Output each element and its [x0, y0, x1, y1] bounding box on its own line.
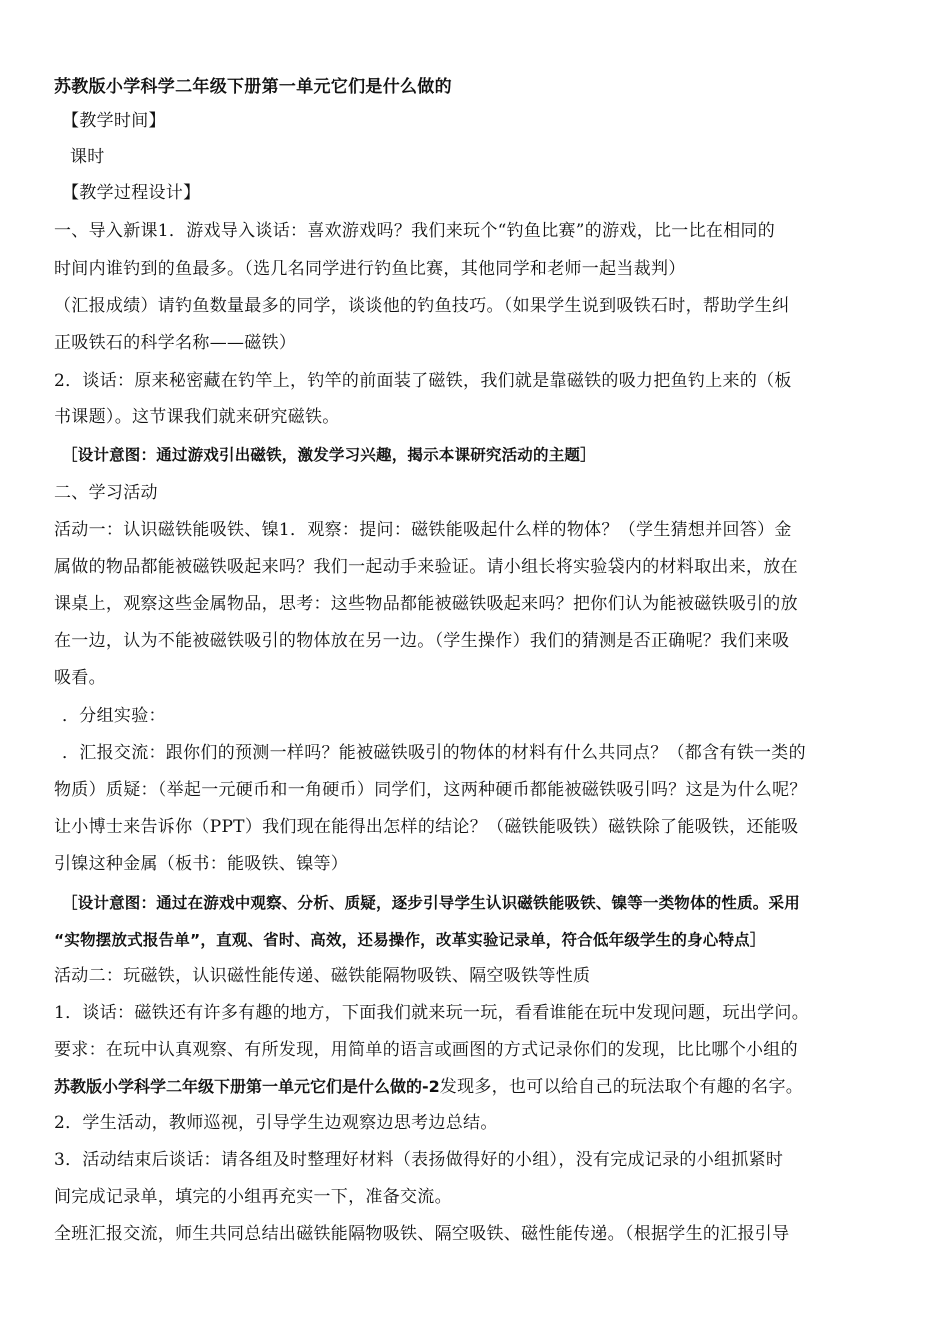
paragraph-line: （汇报成绩）请钓鱼数量最多的同学，谈谈他的钓鱼技巧。（如果学生说到吸铁石时，帮助学生纠 [54, 296, 790, 316]
activity-heading: 活动二：玩磁铁，认识磁性能传递、磁铁能隔物吸铁、隔空吸铁等性质 [54, 966, 591, 986]
paragraph-line: 全班汇报交流，师生共同总结出磁铁能隔物吸铁、隔空吸铁、磁性能传递。（根据学生的汇报引导 [54, 1224, 790, 1244]
paragraph-line: 间完成记录单，填完的小组再充实一下，准备交流。 [54, 1187, 452, 1207]
paragraph-line: 让小博士来告诉你（PPT）我们现在能得出怎样的结论？（磁铁能吸铁）磁铁除了能吸铁，还能吸 [54, 817, 799, 837]
document-title: 苏教版小学科学二年级下册第一单元它们是什么做的 [54, 77, 452, 97]
paragraph-line: 吸看。 [54, 668, 106, 688]
design-intent-note: ［设计意图：通过在游戏中观察、分析、质疑，逐步引导学生认识磁铁能吸铁、镍等一类物体的性质。采用 [62, 894, 800, 912]
paragraph-line [54, 1077, 803, 1097]
paragraph-line: 物质）质疑：（举起一元硬币和一角硬币）同学们，这两种硬币都能被磁铁吸引吗？这是为什么呢？ [54, 780, 807, 800]
design-intent-note: ［设计意图：通过游戏引出磁铁，激发学习兴趣，揭示本课研究活动的主题］ [62, 446, 596, 464]
paragraph-line: 引镍这种金属（板书：能吸铁、镍等） [54, 854, 349, 874]
paragraph-line: 正吸铁石的科学名称——磁铁） [54, 333, 297, 353]
paragraph-line: 2．谈话：原来秘密藏在钓竿上，钓竿的前面装了磁铁，我们就是靠磁铁的吸力把鱼钓上来的（板 [54, 371, 792, 391]
paragraph-line: 3．活动结束后谈话：请各组及时整理好材料（表扬做得好的小组），没有完成记录的小组抓紧时 [54, 1150, 784, 1170]
paragraph-line: ．分组实验： [62, 706, 166, 726]
time-value: 课时 [70, 147, 105, 167]
paragraph-line: ．汇报交流：跟你们的预测一样吗？能被磁铁吸引的物体的材料有什么共同点？（都含有铁一类的 [62, 743, 806, 763]
section-header-process: 【教学过程设计】 [62, 183, 201, 203]
paragraph-line: 在一边，认为不能被磁铁吸引的物体放在另一边。（学生操作）我们的猜测是否正确呢？我们来吸 [54, 631, 790, 651]
design-intent-note: “实物摆放式报告单”，直观、省时、高效，还易操作，改革实验记录单，符合低年级学生的身心特点］ [54, 931, 766, 949]
paragraph-line: 1．谈话：磁铁还有许多有趣的地方，下面我们就来玩一玩，看看谁能在玩中发现问题，玩出学问。 [54, 1003, 810, 1023]
paragraph-line: 属做的物品都能被磁铁吸起来吗？我们一起动手来验证。请小组长将实验袋内的材料取出来，放在 [54, 557, 798, 577]
section-header-time: 【教学时间】 [62, 111, 166, 131]
paragraph-line: 一、导入新课1．游戏导入谈话：喜欢游戏吗？我们来玩个“钓鱼比赛”的游戏，比一比在相同的 [54, 221, 776, 241]
paragraph-line: 课桌上，观察这些金属物品，思考：这些物品都能被磁铁吸起来吗？把你们认为能被磁铁吸引的放 [54, 594, 798, 614]
paragraph-line: 2．学生活动，教师巡视，引导学生边观察边思考边总结。 [54, 1113, 498, 1133]
paragraph-line: 书课题）。这节课我们就来研究磁铁。 [54, 407, 340, 427]
paragraph-line: 要求：在玩中认真观察、有所发现，用简单的语言或画图的方式记录你们的发现，比比哪个小组的 [54, 1040, 798, 1060]
section-heading: 二、学习活动 [54, 483, 158, 503]
paragraph-line: 活动一：认识磁铁能吸铁、镍1．观察：提问：磁铁能吸起什么样的物体？（学生猜想并回答）金 [54, 520, 792, 540]
paragraph-text: 发现多，也可以给自己的玩法取个有趣的名字。 [439, 1077, 804, 1097]
running-header: 苏教版小学科学二年级下册第一单元它们是什么做的-2 [54, 1077, 440, 1096]
paragraph-line: 时间内谁钓到的鱼最多。（选几名同学进行钓鱼比赛，其他同学和老师一起当裁判） [54, 259, 686, 279]
